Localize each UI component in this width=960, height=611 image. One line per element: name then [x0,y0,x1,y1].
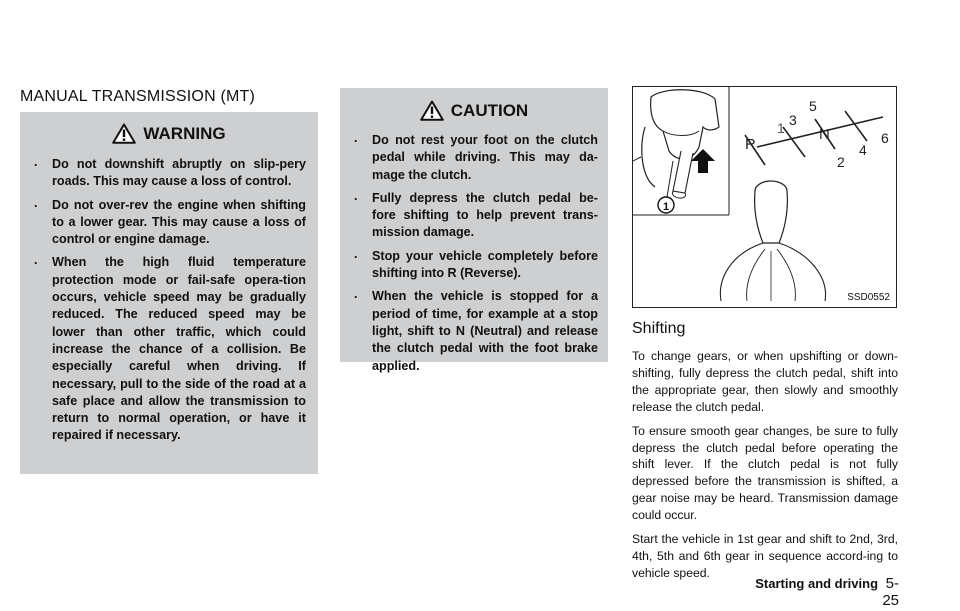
caution-triangle-icon [420,100,444,121]
section-title: MANUAL TRANSMISSION (MT) [20,88,256,105]
gear-label-1: 1 [777,120,785,136]
warning-item: . Do not over-rev the engine when shifting to a lower gear. This may cause a loss of control or engine damage. [20,197,306,249]
warning-heading: WARNING [143,123,226,143]
callout-number: 1 [662,201,670,213]
gear-label-6: 6 [881,130,889,146]
caution-list [340,132,608,375]
shift-lever-illustration [633,87,896,307]
warning-header [20,123,318,144]
caution-header [340,100,608,121]
caution-item: . Fully depress the clutch pedal be-fore shifting to help prevent trans-mission damage. [340,190,598,242]
gear-label-3: 3 [789,112,797,128]
body-paragraph: To ensure smooth gear changes, be sure to fully depress the clutch pedal before operating the shift lever. If the clutch pedal is not fully depressed before the transmission is shifted, a gear noise may be heard. Transmission damage could occur. [632,423,898,523]
caution-heading: CAUTION [450,100,529,120]
caution-box [340,88,608,373]
gear-label-2: 2 [837,154,845,170]
page-number: 5-25 [882,575,899,609]
shift-pattern-figure [632,86,897,308]
gear-label-r: R [745,136,756,153]
body-paragraph: Start the vehicle in 1st gear and shift to 2nd, 3rd, 4th, 5th and 6th gear in sequence accord-ing to vehicle speed. [632,532,898,580]
warning-triangle-icon [112,123,136,144]
figure-code: SSD0552 [847,292,890,303]
caution-item: . Stop your vehicle completely before shifting into R (Reverse). [340,248,598,283]
gear-label-5: 5 [809,98,817,114]
shifting-body [632,348,898,589]
gear-label-4: 4 [859,142,867,158]
warning-item: . When the high fluid temperature protection mode or fail-safe opera-tion occurs, vehicle speed may be gradually reduced. The reduced speed may be lower than other traffic, which could increase the chance of a collision. Be especially careful when driving. If necessary, pull to the side of the road at a safe place and allow the transmission to return to normal operation, or have it repaired if necessary. [20,254,306,444]
footer-section-name: Starting and driving [755,576,879,591]
warning-list [20,156,318,445]
caution-item: . Do not rest your foot on the clutch pedal while driving. This may da-mage the clutch. [340,132,598,184]
warning-box [20,112,318,474]
page-footer [739,575,899,609]
gear-label-n: N [819,126,830,143]
shifting-heading: Shifting [632,320,686,337]
caution-item: . When the vehicle is stopped for a period of time, for example at a stop light, shift to N (Neutral) and release the clutch pedal with the foot brake applied. [340,288,598,374]
warning-item: . Do not downshift abruptly on slip-pery roads. This may cause a loss of control. [20,156,306,191]
body-paragraph: To change gears, or when upshifting or down-shifting, fully depress the clutch pedal, shift into the appropriate gear, then slowly and smoothly release the clutch pedal. [632,349,898,414]
